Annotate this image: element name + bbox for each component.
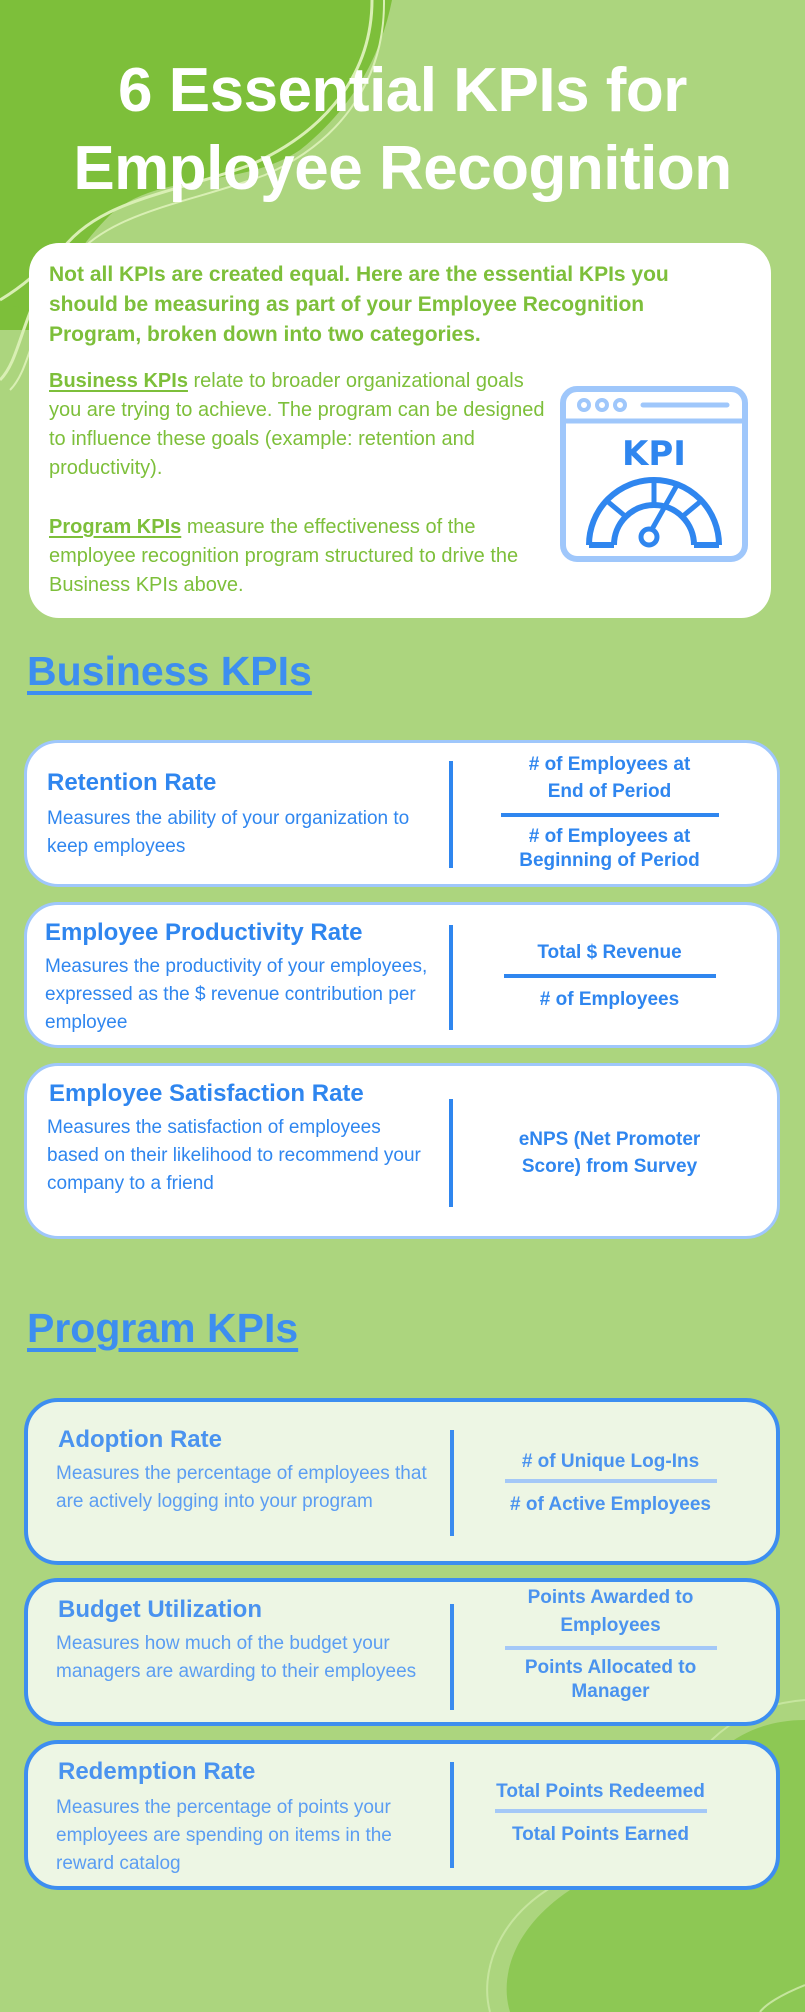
program-kpis-explainer xyxy=(49,513,559,600)
formula-denominator: # of Employees xyxy=(539,989,680,1010)
title-line-2: Employee Recognition xyxy=(73,134,732,203)
kpi-description: Measures the productivity of your employees, expressed as the $ revenue contribution per employee xyxy=(45,956,428,1033)
kpi-card-adoption-rate xyxy=(24,1398,780,1565)
kpi-formula xyxy=(468,1448,753,1518)
program-kpis-keyword: Program KPIs xyxy=(49,516,182,538)
formula-denominator: Points Allocated to Manager xyxy=(524,1657,697,1702)
kpi-formula xyxy=(468,1778,733,1848)
intro-card xyxy=(29,243,771,618)
formula-denominator: # of Employees at Beginning of Period xyxy=(519,826,700,871)
kpi-formula xyxy=(468,1584,753,1704)
kpi-card-employee-satisfaction-rate xyxy=(24,1063,780,1239)
kpi-title: Employee Satisfaction Rate xyxy=(49,1080,364,1107)
kpi-formula xyxy=(467,1126,752,1180)
svg-text:KPI: KPI xyxy=(622,434,686,474)
vertical-divider xyxy=(449,925,453,1030)
kpi-title: Employee Productivity Rate xyxy=(45,919,363,946)
kpi-description: Measures the percentage of employees that are actively logging into your program xyxy=(56,1463,427,1512)
vertical-divider xyxy=(450,1604,454,1710)
page-title xyxy=(0,52,805,208)
program-kpis-text: measure the effectiveness of the employee recognition program structured to drive the Business KPIs above. xyxy=(49,516,519,596)
kpi-title: Redemption Rate xyxy=(58,1758,256,1785)
fraction-line xyxy=(501,813,719,817)
business-kpis-explainer xyxy=(49,367,559,483)
fraction-line xyxy=(495,1809,707,1813)
program-kpis-heading: Program KPIs xyxy=(27,1305,299,1351)
formula-numerator: Total $ Revenue xyxy=(537,942,682,963)
formula-numerator: Points Awarded to Employees xyxy=(527,1587,694,1636)
kpi-card-employee-productivity-rate xyxy=(24,902,780,1048)
vertical-divider xyxy=(450,1762,454,1868)
title-line-1: 6 Essential KPIs for xyxy=(118,56,687,125)
vertical-divider xyxy=(449,761,453,868)
fraction-line xyxy=(505,1479,717,1483)
fraction-line xyxy=(505,1646,717,1650)
intro-lead: Not all KPIs are created equal. Here are the essential KPIs you should be measuring as part of your Employee Recognition Program, broken down into two categories. xyxy=(49,263,669,346)
formula-numerator: # of Employees at End of Period xyxy=(528,754,691,802)
kpi-description: Measures how much of the budget your managers are awarding to their employees xyxy=(56,1633,417,1682)
kpi-title: Adoption Rate xyxy=(58,1426,222,1453)
formula-numerator: Total Points Redeemed xyxy=(496,1781,705,1802)
formula-denominator: Total Points Earned xyxy=(511,1824,689,1845)
kpi-card-redemption-rate xyxy=(24,1740,780,1890)
vertical-divider xyxy=(450,1430,454,1536)
kpi-card-retention-rate xyxy=(24,740,780,887)
formula-text: eNPS (Net Promoter Score) from Survey xyxy=(518,1129,701,1177)
kpi-gauge-icon xyxy=(559,385,749,563)
kpi-title: Retention Rate xyxy=(47,769,217,796)
kpi-card-budget-utilization xyxy=(24,1578,780,1726)
business-kpis-text: relate to broader organizational goals you are trying to achieve. The program can be designed to influence these goals (example: retention and productivity). xyxy=(49,370,545,479)
kpi-description: Measures the satisfaction of employees based on their likelihood to recommend your company to a friend xyxy=(47,1117,421,1194)
kpi-description: Measures the percentage of points your employees are spending on items in the reward catalog xyxy=(56,1797,392,1874)
kpi-description: Measures the ability of your organization to keep employees xyxy=(47,808,410,857)
kpi-formula xyxy=(467,751,752,873)
formula-denominator: # of Active Employees xyxy=(510,1494,711,1515)
business-kpis-keyword: Business KPIs xyxy=(49,370,188,392)
vertical-divider xyxy=(449,1099,453,1207)
kpi-title: Budget Utilization xyxy=(58,1596,262,1623)
fraction-line xyxy=(504,974,716,978)
formula-numerator: # of Unique Log-Ins xyxy=(521,1451,700,1472)
kpi-formula xyxy=(467,939,752,1013)
business-kpis-heading: Business KPIs xyxy=(27,648,312,694)
